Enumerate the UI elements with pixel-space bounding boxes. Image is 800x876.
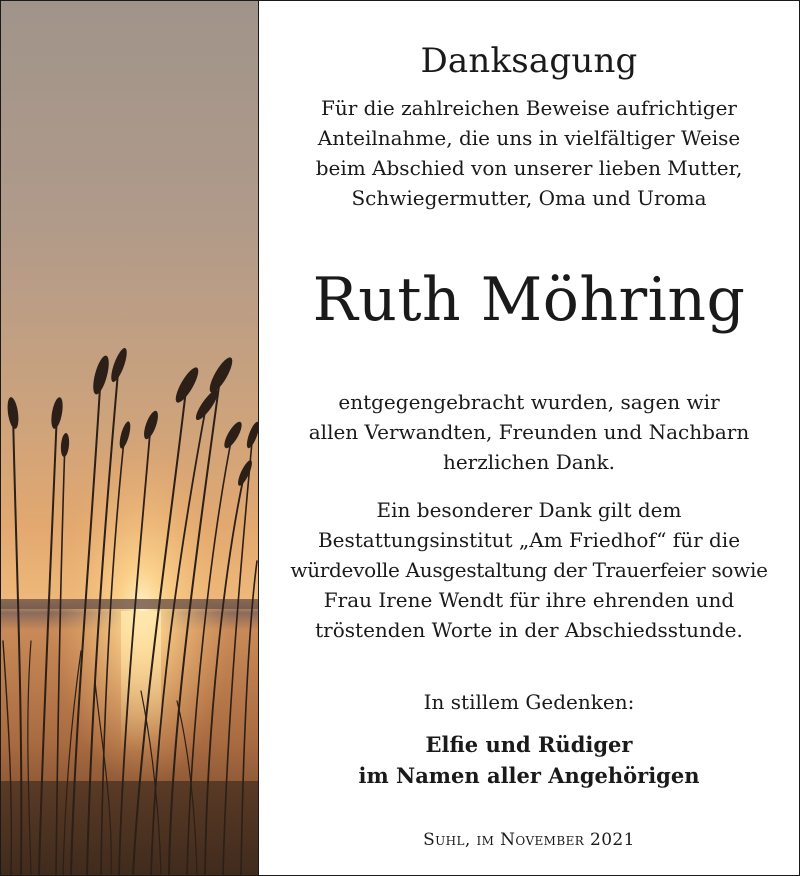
thanks-line: allen Verwandten, Freunden und Nachbarn [308, 420, 750, 444]
special-thanks-line: tröstenden Worte in der Abschiedsstunde. [315, 618, 743, 642]
thanks-line: herzlichen Dank. [442, 450, 616, 474]
special-thanks-line: Ein besonderer Dank gilt dem [376, 498, 682, 522]
special-thanks-line: Bestattungsinstitut „Am Friedhof“ für die [317, 528, 741, 552]
special-thanks-paragraph [259, 495, 799, 645]
thanks-paragraph [259, 387, 799, 477]
memory-line: In stillem Gedenken: [423, 690, 635, 714]
special-thanks-line: Frau Irene Wendt für ihre ehrenden und [323, 588, 735, 612]
place-date: Suhl, im November 2021 [423, 830, 635, 850]
intro-line: Anteilnahme, die uns in vielfältiger Weise [317, 126, 741, 150]
notice-heading: Danksagung [420, 41, 638, 81]
intro-line: Für die zahlreichen Beweise aufrichtiger [321, 96, 737, 120]
intro-paragraph [259, 93, 799, 213]
intro-line: Schwiegermutter, Oma und Uroma [351, 186, 707, 210]
sunset-reeds-photo [1, 1, 259, 875]
deceased-name: Ruth Möhring [312, 265, 746, 335]
signer-line: Elfie und Rüdiger [425, 732, 633, 757]
intro-line: beim Abschied von unserer lieben Mutter, [315, 156, 743, 180]
sunset-reeds-image [1, 1, 258, 875]
signer-line: im Namen aller Angehörigen [358, 763, 700, 788]
notice-text-column [259, 1, 799, 875]
signers-block [259, 729, 799, 791]
special-thanks-line: würdevolle Ausgestaltung der Trauerfeier sowie [290, 558, 768, 582]
thanks-line: entgegengebracht wurden, sagen wir [338, 390, 720, 414]
